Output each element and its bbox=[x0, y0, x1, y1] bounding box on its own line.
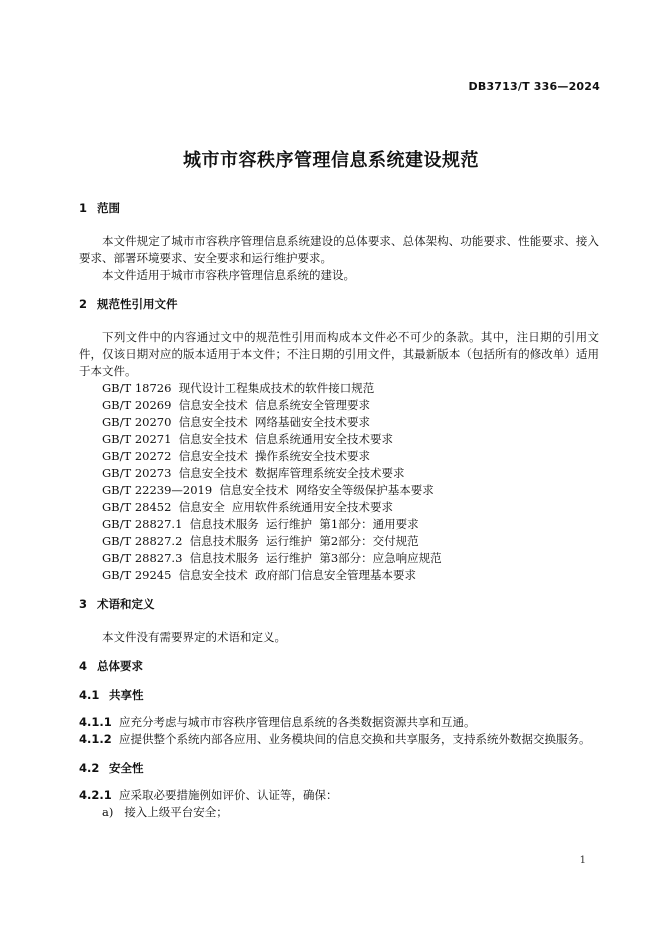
subsection-number: 4.1 bbox=[79, 688, 100, 702]
section-title: 规范性引用文件 bbox=[97, 297, 178, 311]
subsection-title: 安全性 bbox=[109, 761, 144, 775]
section-4-heading bbox=[79, 658, 599, 675]
clause-number: 4.1.1 bbox=[79, 715, 112, 729]
document-code: DB3713/T 336—2024 bbox=[468, 80, 600, 93]
applicability-paragraph: 本文件适用于城市市容秩序管理信息系统的建设。 bbox=[102, 268, 355, 282]
reference-item: GB/T 28827.2 信息技术服务 运行维护 第2部分：交付规范 bbox=[102, 534, 419, 548]
list-marker: a) bbox=[102, 805, 114, 819]
subsection-title: 共享性 bbox=[109, 688, 144, 702]
section-number: 3 bbox=[79, 597, 88, 611]
reference-item: GB/T 18726 现代设计工程集成技术的软件接口规范 bbox=[102, 381, 375, 395]
reference-item: GB/T 29245 信息安全技术 政府部门信息安全管理基本要求 bbox=[102, 568, 417, 582]
section-2-heading bbox=[79, 296, 599, 313]
clause-4-1-2 bbox=[79, 731, 599, 748]
clause-4-1-1 bbox=[79, 714, 599, 731]
clause-text: 应充分考虑与城市市容秩序管理信息系统的各类数据资源共享和互通。 bbox=[119, 715, 476, 729]
page-number: 1 bbox=[579, 855, 586, 866]
reference-item: GB/T 28827.3 信息技术服务 运行维护 第3部分：应急响应规范 bbox=[102, 551, 442, 565]
section-3-heading bbox=[79, 596, 599, 613]
clause-text: 应采取必要措施例如评价、认证等，确保： bbox=[119, 788, 338, 802]
section-title: 范围 bbox=[97, 201, 120, 215]
list-item bbox=[102, 804, 599, 821]
section-title: 总体要求 bbox=[97, 659, 143, 673]
scope-paragraph: 本文件规定了城市市容秩序管理信息系统建设的总体要求、总体架构、功能要求、性能要求、接入要求、部署环境要求、安全要求和运行维护要求。 bbox=[79, 234, 599, 265]
clause-text: 应提供整个系统内部各应用、业务模块间的信息交换和共享服务，支持系统外数据交换服务。 bbox=[119, 732, 591, 746]
reference-item: GB/T 20272 信息安全技术 操作系统安全技术要求 bbox=[102, 449, 371, 463]
document-title: 城市市容秩序管理信息系统建设规范 bbox=[183, 150, 479, 171]
section-number: 2 bbox=[79, 297, 88, 311]
section-number: 4 bbox=[79, 659, 88, 673]
reference-item: GB/T 20273 信息安全技术 数据库管理系统安全技术要求 bbox=[102, 466, 405, 480]
list-text: 接入上级平台安全； bbox=[124, 805, 228, 819]
reference-item: GB/T 28452 信息安全 应用软件系统通用安全技术要求 bbox=[102, 500, 394, 514]
section-title: 术语和定义 bbox=[97, 597, 155, 611]
subsection-4-1-heading bbox=[79, 687, 599, 704]
reference-item: GB/T 20271 信息安全技术 信息系统通用安全技术要求 bbox=[102, 432, 394, 446]
terms-paragraph: 本文件没有需要界定的术语和定义。 bbox=[102, 630, 286, 644]
document-body bbox=[79, 200, 599, 821]
subsection-number: 4.2 bbox=[79, 761, 100, 775]
section-number: 1 bbox=[79, 201, 88, 215]
clause-4-2-1 bbox=[79, 787, 599, 804]
reference-item: GB/T 20269 信息安全技术 信息系统安全管理要求 bbox=[102, 398, 371, 412]
section-1-heading bbox=[79, 200, 599, 217]
reference-item: GB/T 22239—2019 信息安全技术 网络安全等级保护基本要求 bbox=[102, 483, 434, 497]
reference-item: GB/T 28827.1 信息技术服务 运行维护 第1部分：通用要求 bbox=[102, 517, 419, 531]
reference-item: GB/T 20270 信息安全技术 网络基础安全技术要求 bbox=[102, 415, 371, 429]
clause-number: 4.2.1 bbox=[79, 788, 112, 802]
subsection-4-2-heading bbox=[79, 760, 599, 777]
clause-number: 4.1.2 bbox=[79, 732, 112, 746]
references-intro: 下列文件中的内容通过文中的规范性引用而构成本文件必不可少的条款。其中，注日期的引用文件，仅该日期对应的版本适用于本文件；不注日期的引用文件，其最新版本（包括所有的修改单）适用于本文件。 bbox=[79, 330, 599, 378]
